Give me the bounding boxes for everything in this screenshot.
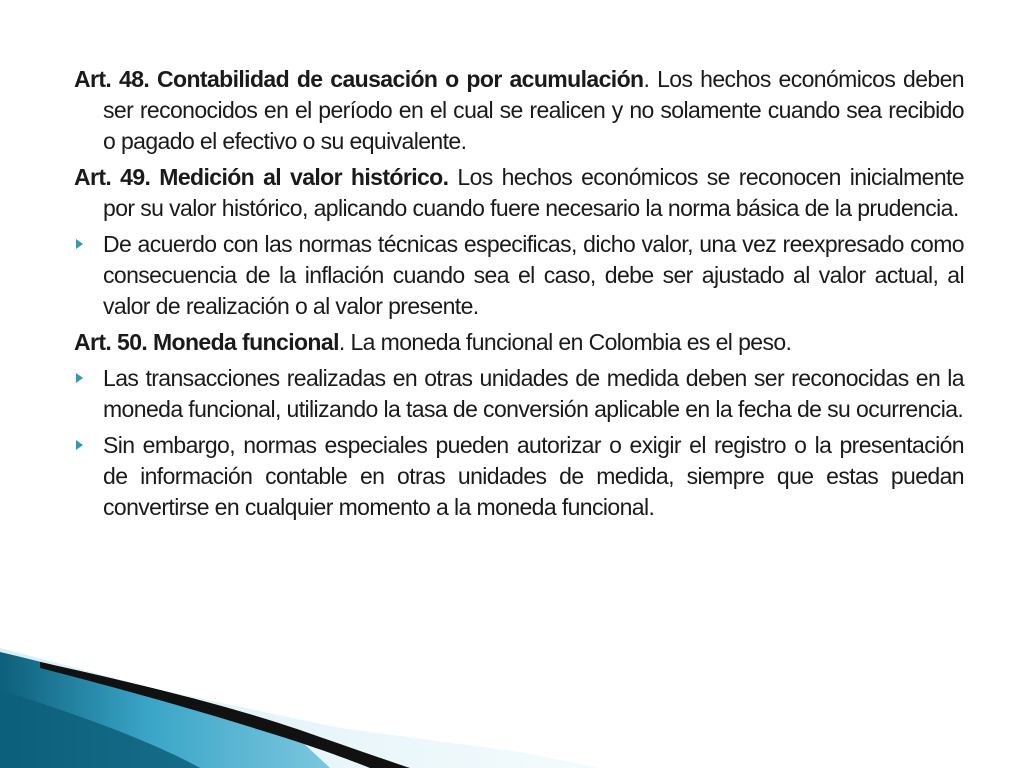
arrow-right-bullet-icon [76,239,83,249]
article-49-heading: Art. 49. Medición al valor histórico. [74,164,449,190]
article-48-text: . Los hechos económicos deben ser reconocidos en el período en el cual se realicen y no solamente cuando sea recibido o pagado el efectivo o su equivalente. [103,66,965,154]
arrow-right-bullet-icon [76,440,83,450]
article-49 [74,162,964,224]
article-50-heading: Art. 50. Moneda funcional [74,329,339,355]
article-48 [74,64,964,157]
arrow-right-bullet-icon [76,373,83,383]
bullet-transacciones [74,363,964,425]
wave-light-band [0,648,600,768]
wave-dark-band [0,690,200,768]
bullet-valor-actual-text: De acuerdo con las normas técnicas especificas, dicho valor, una vez reexpresado como consecuencia de la inflación cuando sea el caso, debe ser ajustado al valor actual, al valor de realización o al valor presente. [103,231,964,319]
bullet-transacciones-text: Las transacciones realizadas en otras unidades de medida deben ser reconocidas en la moneda funcional, utilizando la tasa de conversión aplicable en la fecha de su ocurrencia. [103,365,964,422]
article-48-heading: Art. 48. Contabilidad de causación o por acumulación [74,66,644,92]
bullet-valor-actual [74,229,964,322]
bullet-normas-especiales [74,430,964,523]
article-50-text: . La moneda funcional en Colombia es el peso. [338,329,792,355]
article-49-text: Los hechos económicos se reconocen inicialmente por su valor histórico, aplicando cuando fuere necesario la norma básica de la prudencia. [103,164,965,221]
wave-black-stroke [40,662,410,768]
article-50 [74,327,964,358]
wave-blue-band [0,652,330,768]
bullet-normas-especiales-text: Sin embargo, normas especiales pueden autorizar o exigir el registro o la presentación de información contable en otras unidades de medida, siempre que estas puedan convertirse en cualquier momento a la moneda funcional. [103,432,964,520]
slide-body [74,64,964,528]
